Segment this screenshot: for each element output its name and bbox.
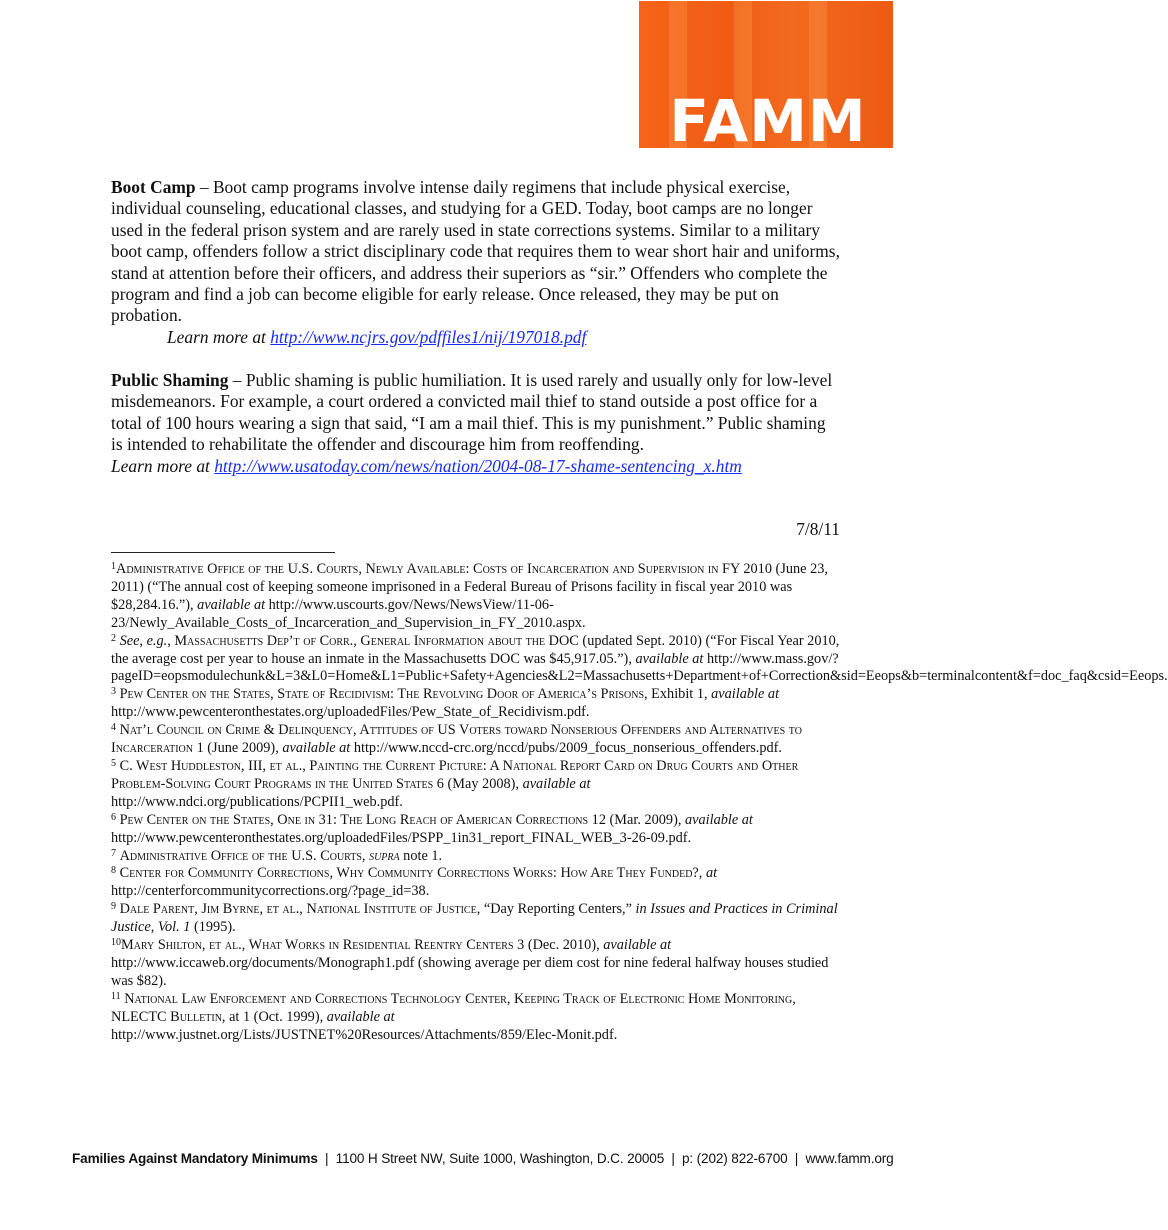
famm-logo bbox=[639, 1, 893, 155]
footnote-italic: available at bbox=[684, 811, 753, 828]
public-shaming-term: Public Shaming bbox=[111, 370, 229, 390]
footnote-italic: available at bbox=[635, 650, 704, 667]
footnote-number: 11 bbox=[111, 990, 121, 1002]
boot-camp-body: – Boot camp programs involve intense daily regimens that include physical exercise, individual counseling, educational classes, and studying for a GED. Today, boot camps are no longer used in the federal prison system and are rarely used in state corrections systems. Similar to a military boot camp, offenders follow a strict disciplinary code that requires them to wear short hair and uniforms, stand at attention before their officers, and address their superiors as “sir.” Offenders who complete the program and find a job can become eligible for early release. Once released, they may be put on probation. bbox=[111, 177, 840, 326]
boot-camp-term: Boot Camp bbox=[111, 177, 196, 197]
footnote bbox=[111, 865, 841, 901]
boot-camp-paragraph bbox=[111, 177, 841, 327]
footnote-number: 7 bbox=[111, 847, 116, 859]
footnote-url: http://www.justnet.org/Lists/JUSTNET%20Resources/Attachments/859/Elec-Monit.pdf. bbox=[111, 1026, 618, 1043]
footnote-text: , at 1 (Oct. 1999), bbox=[221, 1008, 327, 1025]
public-shaming-body: – Public shaming is public humiliation. It is used rarely and usually only for low-level misdemeanors. For example, a court ordered a convicted mail thief to stand outside a post office for a total of 100 hours wearing a sign that said, “I am a mail thief. This is my punishment.” Public shaming is intended to rehabilitate the offender and discourage him from reoffending. bbox=[111, 370, 833, 455]
footnote-url: http://www.ndci.org/publications/PCPII1_web.pdf. bbox=[111, 793, 403, 810]
footnote-url: http://www.pewcenteronthestates.org/uploadedFiles/PSPP_1in31_report_FINAL_WEB_3-26-09.pdf. bbox=[111, 829, 692, 846]
footnote-number: 8 bbox=[111, 865, 116, 877]
public-shaming-paragraph bbox=[111, 370, 841, 456]
footnote-number: 4 bbox=[111, 722, 116, 734]
footnote-source: Dale Parent, Jim Byrne, et al., National Institute of Justice bbox=[119, 901, 477, 918]
footnote-italic: available at bbox=[326, 1008, 395, 1025]
footnote-number: 5 bbox=[111, 757, 116, 769]
footnote-text: , bbox=[698, 865, 706, 882]
public-shaming-section bbox=[111, 370, 841, 477]
footnote-text: , Exhibit 1, bbox=[644, 686, 712, 703]
footnote-source: National Law Enforcement and Corrections Technology Center, Keeping Track of Electronic Home Monitoring, NLECTC Bulletin bbox=[111, 990, 796, 1025]
learn-more-label: Learn more at bbox=[111, 455, 215, 476]
footnote-text: , “Day Reporting Centers,” bbox=[476, 901, 636, 918]
footnote-url: http://centerforcommunitycorrections.org/?page_id=38. bbox=[111, 883, 430, 900]
footnotes bbox=[111, 561, 1168, 1044]
footnote-number: 2 bbox=[111, 632, 116, 644]
footer-separator: | bbox=[664, 1151, 683, 1166]
footnote bbox=[111, 848, 841, 866]
public-shaming-link[interactable]: http://www.usatoday.com/news/nation/2004-08-17-shame-sentencing_x.htm bbox=[214, 455, 742, 476]
footnote-number: 10 bbox=[111, 937, 121, 949]
public-shaming-learn-more bbox=[111, 456, 841, 477]
boot-camp-section bbox=[111, 177, 841, 348]
footnote-url: note 1. bbox=[399, 847, 443, 864]
footnote-italic: available at bbox=[522, 775, 591, 792]
footnote-italic: available at bbox=[282, 740, 351, 757]
footnote-italic: in Issues and Practices in Criminal Justice, Vol. 1 bbox=[111, 901, 838, 936]
footer-separator: | bbox=[317, 1151, 336, 1166]
footnote-url: (1995). bbox=[190, 919, 236, 936]
footnote-source: Nat’l Council on Crime & Delinquency, Attitudes of US Voters toward Nonserious Offenders and Alternatives to Incarceration bbox=[111, 722, 802, 757]
footnote bbox=[111, 722, 841, 758]
footer-website[interactable]: www.famm.org bbox=[805, 1151, 894, 1166]
footnote-text: (updated Sept. 2010) (“For Fiscal Year 2010, the average cost per year to house an inmate in the Massachusetts DOC was $45,917.05.”), bbox=[111, 632, 840, 667]
footnote-number: 3 bbox=[111, 686, 116, 698]
footnote bbox=[111, 937, 841, 991]
footnote-url: http://www.mass.gov/?pageID=eopsmodulechunk&L=3&L0=Home&L1=Public+Safety+Agencies&L2=Massachusetts+Department+of+Correction&sid=Eeops&b=terminalcontent&f=doc_faq&csid=Eeops. bbox=[111, 650, 1168, 685]
footnote bbox=[111, 561, 841, 633]
footnote bbox=[111, 991, 841, 1045]
logo-wordmark: FAMM bbox=[669, 87, 867, 155]
footnote-url: http://www.nccd-crc.org/nccd/pubs/2009_focus_nonserious_offenders.pdf. bbox=[350, 740, 782, 757]
footer-separator: | bbox=[787, 1151, 806, 1166]
footnote-text: (June 23, 2011) (“The annual cost of keeping someone imprisoned in a Federal Bureau of Prisons facility in fiscal year 2010 was $28,284.16.”), bbox=[111, 561, 828, 613]
footnote-source: Pew Center on the States, One in 31: The Long Reach of American Corrections bbox=[119, 811, 589, 828]
page-footer bbox=[72, 1151, 892, 1166]
footnote-italic-lead: See, e.g. bbox=[119, 632, 168, 649]
boot-camp-link[interactable]: http://www.ncjrs.gov/pdffiles1/nij/197018.pdf bbox=[270, 326, 587, 347]
footnote-source: Pew Center on the States, State of Recidivism: The Revolving Door of America’s Prisons bbox=[119, 686, 645, 703]
footnote-source: Administrative Office of the U.S. Courts, bbox=[119, 847, 370, 864]
footnote-divider bbox=[111, 552, 335, 553]
footnote-text: 1 (June 2009), bbox=[193, 740, 283, 757]
footnote-text: 12 (Mar. 2009), bbox=[588, 811, 685, 828]
footnote-source: Administrative Office of the U.S. Courts, Newly Available: Costs of Incarceration and Supervision in FY 2010 bbox=[116, 561, 772, 577]
footnote-source: C. West Huddleston, III, et al., Painting the Current Picture: A National Report Card on Drug Courts and Other Problem-Solving Court Programs in the United States bbox=[111, 757, 799, 792]
footnote-text: 3 (Dec. 2010), bbox=[513, 937, 604, 954]
footer-org-name: Families Against Mandatory Minimums bbox=[72, 1151, 318, 1166]
footnote bbox=[111, 901, 841, 937]
footnote-italic: available at bbox=[711, 686, 780, 703]
footnote-source: , Massachusetts Dep’t of Corr., General Information about the DOC bbox=[167, 632, 579, 649]
footer-phone: p: (202) 822-6700 bbox=[682, 1151, 788, 1166]
footnote-italic: available at bbox=[197, 596, 266, 613]
footnote-text: 6 (May 2008), bbox=[433, 775, 523, 792]
footnote-number: 1 bbox=[111, 561, 116, 572]
footnote-italic: supra bbox=[369, 847, 400, 864]
footnote bbox=[111, 758, 841, 812]
footnote bbox=[111, 812, 841, 848]
footnote-source: Mary Shilton, et al., What Works in Residential Reentry Centers bbox=[121, 937, 514, 954]
document-date: 7/8/11 bbox=[796, 519, 840, 539]
footnote-number: 6 bbox=[111, 811, 116, 823]
footnote-source: Center for Community Corrections, Why Community Corrections Works: How Are They Funded? bbox=[119, 865, 699, 882]
footnote bbox=[111, 686, 841, 722]
footnote-number: 9 bbox=[111, 901, 116, 913]
footnote-italic: at bbox=[705, 865, 718, 882]
footnote-url: http://www.pewcenteronthestates.org/uploadedFiles/Pew_State_of_Recidivism.pdf. bbox=[111, 704, 590, 721]
boot-camp-learn-more bbox=[111, 327, 841, 348]
footnote-italic: available at bbox=[603, 937, 672, 954]
learn-more-label: Learn more at bbox=[167, 326, 271, 347]
footnote-url: http://www.iccaweb.org/documents/Monograph1.pdf (showing average per diem cost for nine federal halfway houses studied was $82). bbox=[111, 954, 829, 989]
footnote bbox=[111, 632, 1168, 687]
footer-address: 1100 H Street NW, Suite 1000, Washington, D.C. 20005 bbox=[335, 1151, 665, 1166]
footnote-url: http://www.uscourts.gov/News/NewsView/11-06-23/Newly_Available_Costs_of_Incarceration_and_Supervision_in_FY_2010.aspx. bbox=[111, 596, 586, 631]
